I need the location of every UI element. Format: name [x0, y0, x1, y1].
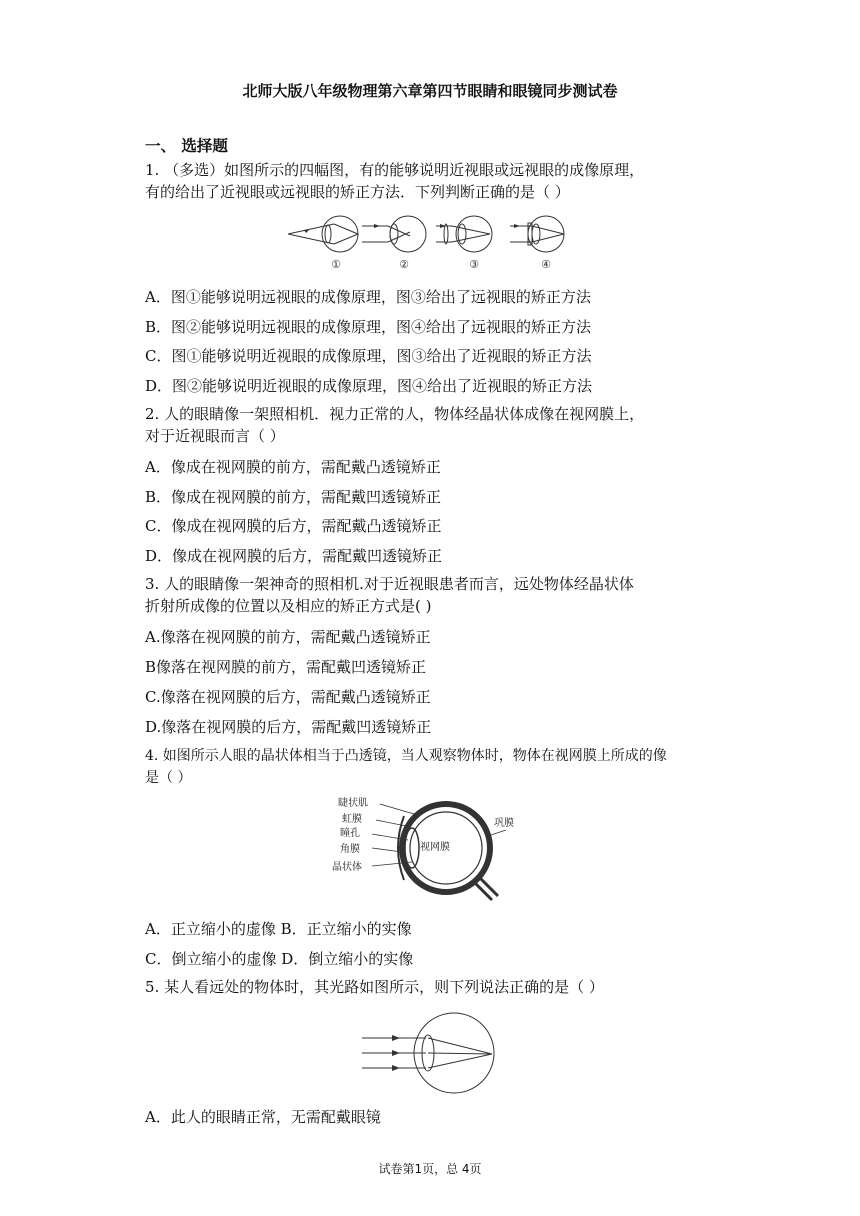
q1-stem-line1: 1. （多选）如图所示的四幅图，有的能够说明近视眼或远视眼的成像原理， — [145, 161, 645, 179]
q4-stem-line1: 4. 如图所示人眼的晶状体相当于凸透镜，当人观察物体时，物体在视网膜上所成的像 — [145, 748, 667, 764]
eye-diagram-2 — [362, 216, 426, 252]
eye-diagram-4 — [510, 216, 564, 252]
page-title: 北师大版八年级物理第六章第四节眼睛和眼镜同步测试卷 — [242, 82, 618, 100]
page-footer: 试卷第1页，总 4页 — [378, 1162, 482, 1176]
q1-eye-diagrams — [284, 210, 574, 272]
q2-option-c: C．像成在视网膜的后方，需配戴凸透镜矫正 — [145, 517, 442, 535]
label-lens: 晶状体 — [332, 862, 362, 873]
q3-option-a: A.像落在视网膜的前方，需配戴凸透镜矫正 — [145, 628, 431, 646]
q1-stem-line2: 有的给出了近视眼或远视眼的矫正方法．下列判断正确的是（ ） — [145, 183, 570, 201]
q3-stem-line2: 折射所成像的位置以及相应的矫正方式是( ) — [145, 597, 432, 615]
q4-eye-anatomy-diagram — [328, 796, 524, 902]
q2-option-a: A．像成在视网膜的前方，需配戴凸透镜矫正 — [145, 458, 441, 476]
label-ciliary-muscle: 睫状肌 — [338, 798, 368, 809]
eye-diagram-1 — [288, 216, 358, 252]
label-sclera: 巩膜 — [494, 818, 514, 829]
q2-option-d: D．像成在视网膜的后方，需配戴凹透镜矫正 — [145, 547, 443, 565]
q1-option-a: A．图①能够说明远视眼的成像原理，图③给出了远视眼的矫正方法 — [145, 288, 591, 306]
q5-light-path-diagram — [360, 1010, 500, 1096]
q4-options-line2: C．倒立缩小的虚像 D．倒立缩小的实像 — [145, 950, 414, 968]
q2-stem-line2: 对于近视眼而言（ ） — [145, 427, 285, 445]
label-cornea: 角膜 — [340, 844, 360, 855]
label-pupil: 瞳孔 — [340, 828, 360, 839]
q1-option-b: B．图②能够说明远视眼的成像原理，图④给出了远视眼的矫正方法 — [145, 318, 592, 336]
fig-label-4: ④ — [541, 258, 551, 271]
q1-option-d: D．图②能够说明近视眼的成像原理，图④给出了近视眼的矫正方法 — [145, 377, 593, 395]
section-heading: 一、 选择题 — [145, 137, 228, 155]
q2-option-b: B．像成在视网膜的前方，需配戴凹透镜矫正 — [145, 488, 442, 506]
q3-option-d: D.像落在视网膜的后方，需配戴凹透镜矫正 — [145, 718, 432, 736]
q1-option-c: C．图①能够说明近视眼的成像原理，图③给出了近视眼的矫正方法 — [145, 347, 592, 365]
fig-label-1: ① — [331, 258, 341, 271]
fig-label-3: ③ — [469, 258, 479, 271]
q5-stem: 5. 某人看远处的物体时，其光路如图所示，则下列说法正确的是（ ） — [145, 978, 604, 996]
q3-stem-line1: 3. 人的眼睛像一架神奇的照相机.对于近视眼患者而言，远处物体经晶状体 — [145, 575, 634, 593]
eye-diagram-3 — [436, 216, 492, 252]
q5-option-a: A．此人的眼睛正常，无需配戴眼镜 — [145, 1108, 381, 1126]
q4-stem-line2: 是（ ） — [145, 770, 192, 786]
q3-option-c: C.像落在视网膜的后方，需配戴凸透镜矫正 — [145, 688, 431, 706]
q3-option-b: B像落在视网膜的前方，需配戴凹透镜矫正 — [145, 658, 427, 676]
label-retina: 视网膜 — [420, 842, 450, 853]
label-iris: 虹膜 — [342, 814, 362, 825]
q4-options-line1: A．正立缩小的虚像 B．正立缩小的实像 — [145, 920, 412, 938]
fig-label-2: ② — [399, 258, 409, 271]
q2-stem-line1: 2. 人的眼睛像一架照相机．视力正常的人，物体经晶状体成像在视网膜上， — [145, 405, 645, 423]
